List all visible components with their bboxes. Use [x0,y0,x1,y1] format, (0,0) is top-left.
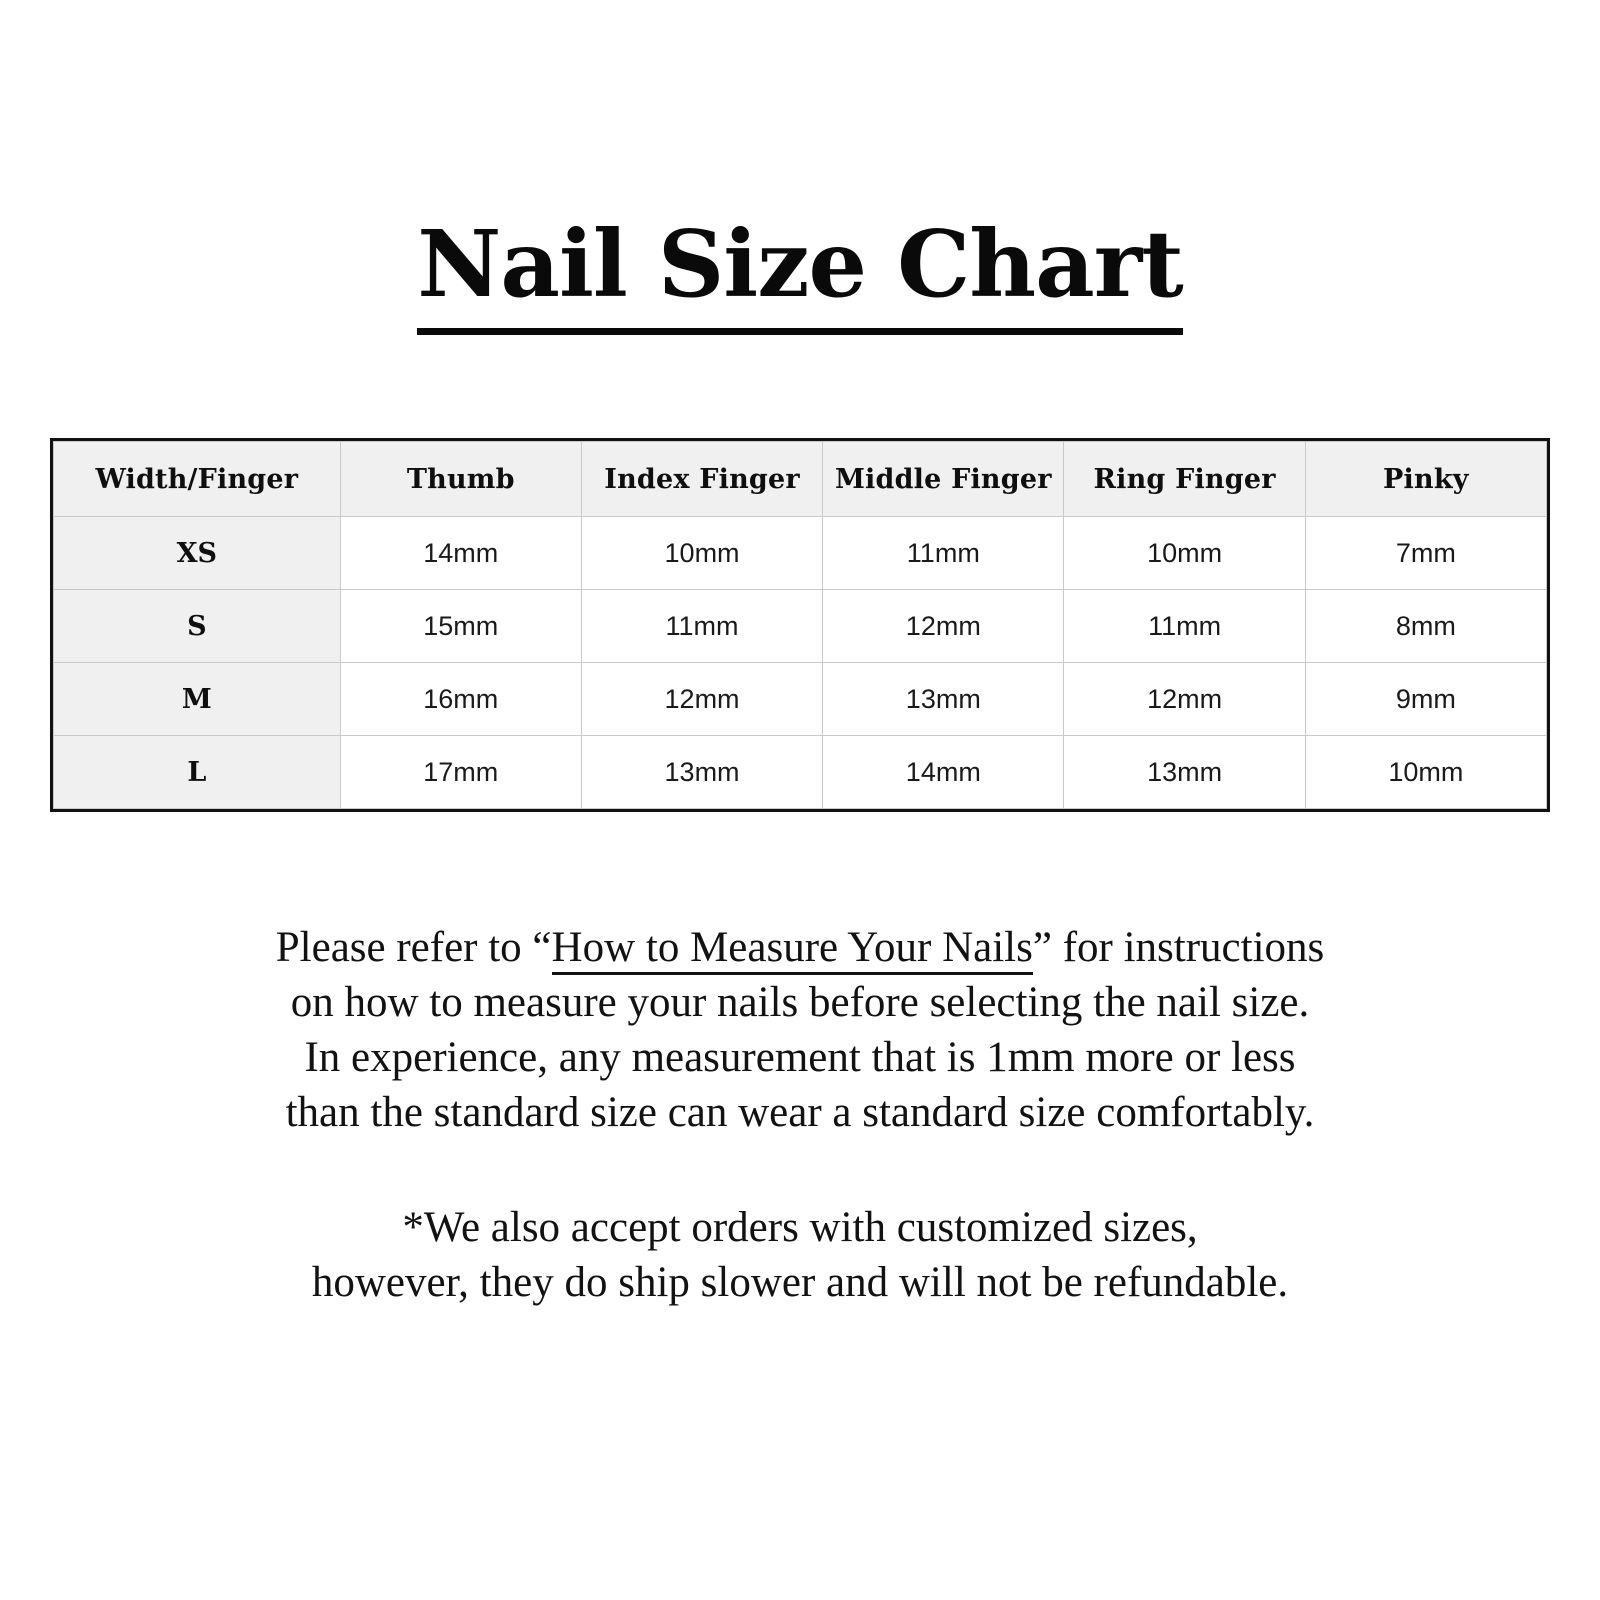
column-header-index-finger: Index Finger [581,442,822,517]
row-size-label: XS [54,517,341,590]
cell-middle-finger: 13mm [823,663,1064,736]
cell-index-finger: 11mm [581,590,822,663]
table-row [54,517,1547,590]
notes-section [0,920,1600,1310]
cell-thumb: 17mm [340,736,581,809]
row-size-label: M [54,663,341,736]
size-table-container [50,438,1550,812]
cell-middle-finger: 11mm [823,517,1064,590]
size-table [53,441,1547,809]
cell-ring-finger: 10mm [1064,517,1305,590]
custom-size-note-line-1: *We also accept orders with customized sizes, [402,1204,1198,1252]
page-title: Nail Size Chart [417,218,1183,335]
paragraph-spacer [90,1140,1510,1200]
cell-ring-finger: 11mm [1064,590,1305,663]
table-body [54,517,1547,809]
note-line-3: In experience, any measurement that is 1mm more or less [304,1034,1296,1082]
table-header-row [54,442,1547,517]
cell-index-finger: 10mm [581,517,822,590]
column-header-ring-finger: Ring Finger [1064,442,1305,517]
column-header-middle-finger: Middle Finger [823,442,1064,517]
table-row [54,663,1547,736]
note-text-before-link: Please refer to “ [275,924,552,971]
table-row [54,590,1547,663]
cell-index-finger: 13mm [581,736,822,809]
column-header-pinky: Pinky [1305,442,1546,517]
row-size-label: S [54,590,341,663]
note-line-1 [90,920,1510,975]
cell-pinky: 8mm [1305,590,1546,663]
cell-index-finger: 12mm [581,663,822,736]
cell-thumb: 14mm [340,517,581,590]
page-title-container [0,0,1600,335]
cell-ring-finger: 13mm [1064,736,1305,809]
table-row [54,736,1547,809]
note-line-2: on how to measure your nails before selecting the nail size. [290,979,1310,1027]
cell-thumb: 15mm [340,590,581,663]
table-header [54,442,1547,517]
note-text-after-link: ” for instructions [1032,924,1325,971]
cell-pinky: 10mm [1305,736,1546,809]
note-line-4: than the standard size can wear a standard size comfortably. [285,1089,1315,1137]
row-size-label: L [54,736,341,809]
column-header-width-finger: Width/Finger [54,442,341,517]
cell-pinky: 7mm [1305,517,1546,590]
cell-thumb: 16mm [340,663,581,736]
how-to-measure-link[interactable]: How to Measure Your Nails [552,924,1033,975]
column-header-thumb: Thumb [340,442,581,517]
cell-pinky: 9mm [1305,663,1546,736]
cell-middle-finger: 12mm [823,590,1064,663]
custom-size-note-line-2: however, they do ship slower and will not be refundable. [311,1259,1289,1307]
cell-ring-finger: 12mm [1064,663,1305,736]
cell-middle-finger: 14mm [823,736,1064,809]
